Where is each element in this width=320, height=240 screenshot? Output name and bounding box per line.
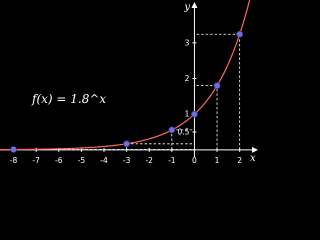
- x-tick-label: -8: [9, 155, 18, 165]
- x-tick-label: 2: [237, 155, 243, 165]
- x-tick-label: -2: [145, 155, 153, 165]
- function-label: f(x) = 1.8^x: [32, 92, 107, 106]
- data-point: [124, 141, 130, 147]
- x-tick-label: -1: [168, 155, 176, 165]
- x-tick-label: -7: [32, 155, 40, 165]
- y-tick-label: 3: [184, 38, 190, 48]
- y-tick-label: 1: [184, 109, 190, 119]
- x-axis-label: x: [250, 152, 256, 164]
- y-axis-arrow-icon: [191, 2, 197, 8]
- y-axis-label: y: [184, 2, 191, 13]
- x-tick-label: -4: [100, 155, 108, 165]
- data-point: [169, 127, 175, 133]
- data-point: [214, 83, 220, 89]
- x-tick-label: 0: [192, 155, 197, 165]
- x-tick-label: -6: [55, 155, 63, 165]
- data-point: [237, 31, 243, 37]
- y-tick-label: 0.5: [177, 127, 190, 137]
- data-point: [191, 111, 197, 117]
- x-tick-label: 1: [214, 155, 220, 165]
- y-tick-label: 2: [184, 74, 190, 83]
- x-tick-label: -3: [122, 155, 131, 165]
- x-tick-label: -5: [77, 155, 86, 165]
- function-curve: [0, 0, 252, 150]
- data-point: [11, 147, 17, 153]
